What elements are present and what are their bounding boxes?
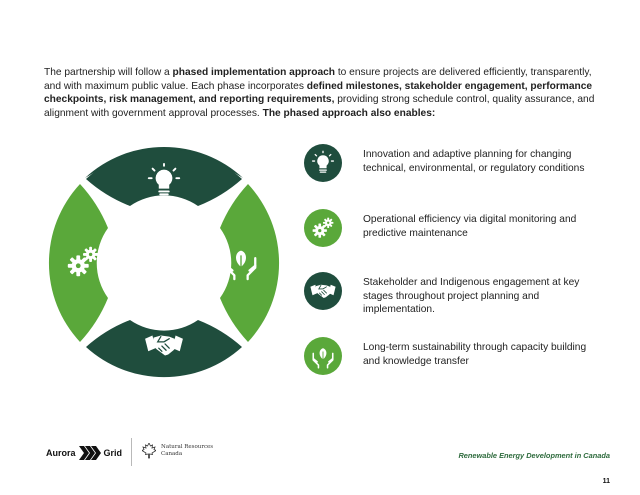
partner-line-2: Canada	[161, 451, 183, 457]
aurora-grid-logo	[46, 441, 122, 465]
hands-leaf-icon	[310, 343, 336, 369]
intro-text-3: providing strong schedule control, quality assurance, and alignment with government approval processes.	[44, 94, 595, 119]
intro-text-2: to ensure projects are delivered efficiently, transparently, and with maximum public value. Each phase incorporates	[44, 67, 592, 92]
feature-icon-circle	[304, 337, 342, 375]
feature-icon-circle	[304, 144, 342, 182]
page-number: 11	[602, 478, 610, 485]
gears-icon	[310, 215, 336, 241]
feature-text: Long-term sustainability through capacity building and knowledge transfer	[363, 342, 587, 367]
logo-chevrons-icon	[79, 446, 101, 460]
feature-item-sustainability	[304, 337, 604, 377]
feature-text: Operational efficiency via digital monitoring and predictive maintenance	[363, 214, 577, 239]
feature-item-engagement	[304, 272, 604, 315]
feature-item-innovation	[304, 144, 604, 184]
intro-bold-2: defined milestones, stakeholder engagement, performance checkpoints, risk management, and reporting requirements,	[44, 80, 593, 106]
lightbulb-icon	[310, 150, 336, 176]
feature-icon-circle	[304, 209, 342, 247]
logo-text-left: Aurora	[46, 448, 76, 458]
handshake-icon	[309, 277, 337, 305]
intro-bold-3: The phased approach also enables:	[262, 107, 436, 119]
intro-text-1: The partnership will follow a	[44, 67, 173, 79]
feature-item-efficiency	[304, 209, 604, 249]
partner-line-1: Natural Resources	[161, 444, 214, 450]
wheel-right-petal	[220, 184, 279, 342]
intro-bold-1: phased implementation approach	[172, 67, 336, 79]
footer-divider	[131, 438, 132, 466]
intro-paragraph	[44, 66, 604, 120]
phase-wheel-diagram	[44, 146, 284, 380]
partner-logo	[142, 443, 213, 459]
footer-tagline: Renewable Energy Development in Canada	[458, 451, 610, 460]
feature-text: Stakeholder and Indigenous engagement at key stages throughout project planning and implementation.	[363, 277, 580, 315]
feature-text: Innovation and adaptive planning for changing technical, environmental, or regulatory conditions	[363, 149, 585, 174]
logo-text-right: Grid	[103, 448, 123, 458]
maple-leaf-icon	[142, 443, 156, 459]
feature-icon-circle	[304, 272, 342, 310]
